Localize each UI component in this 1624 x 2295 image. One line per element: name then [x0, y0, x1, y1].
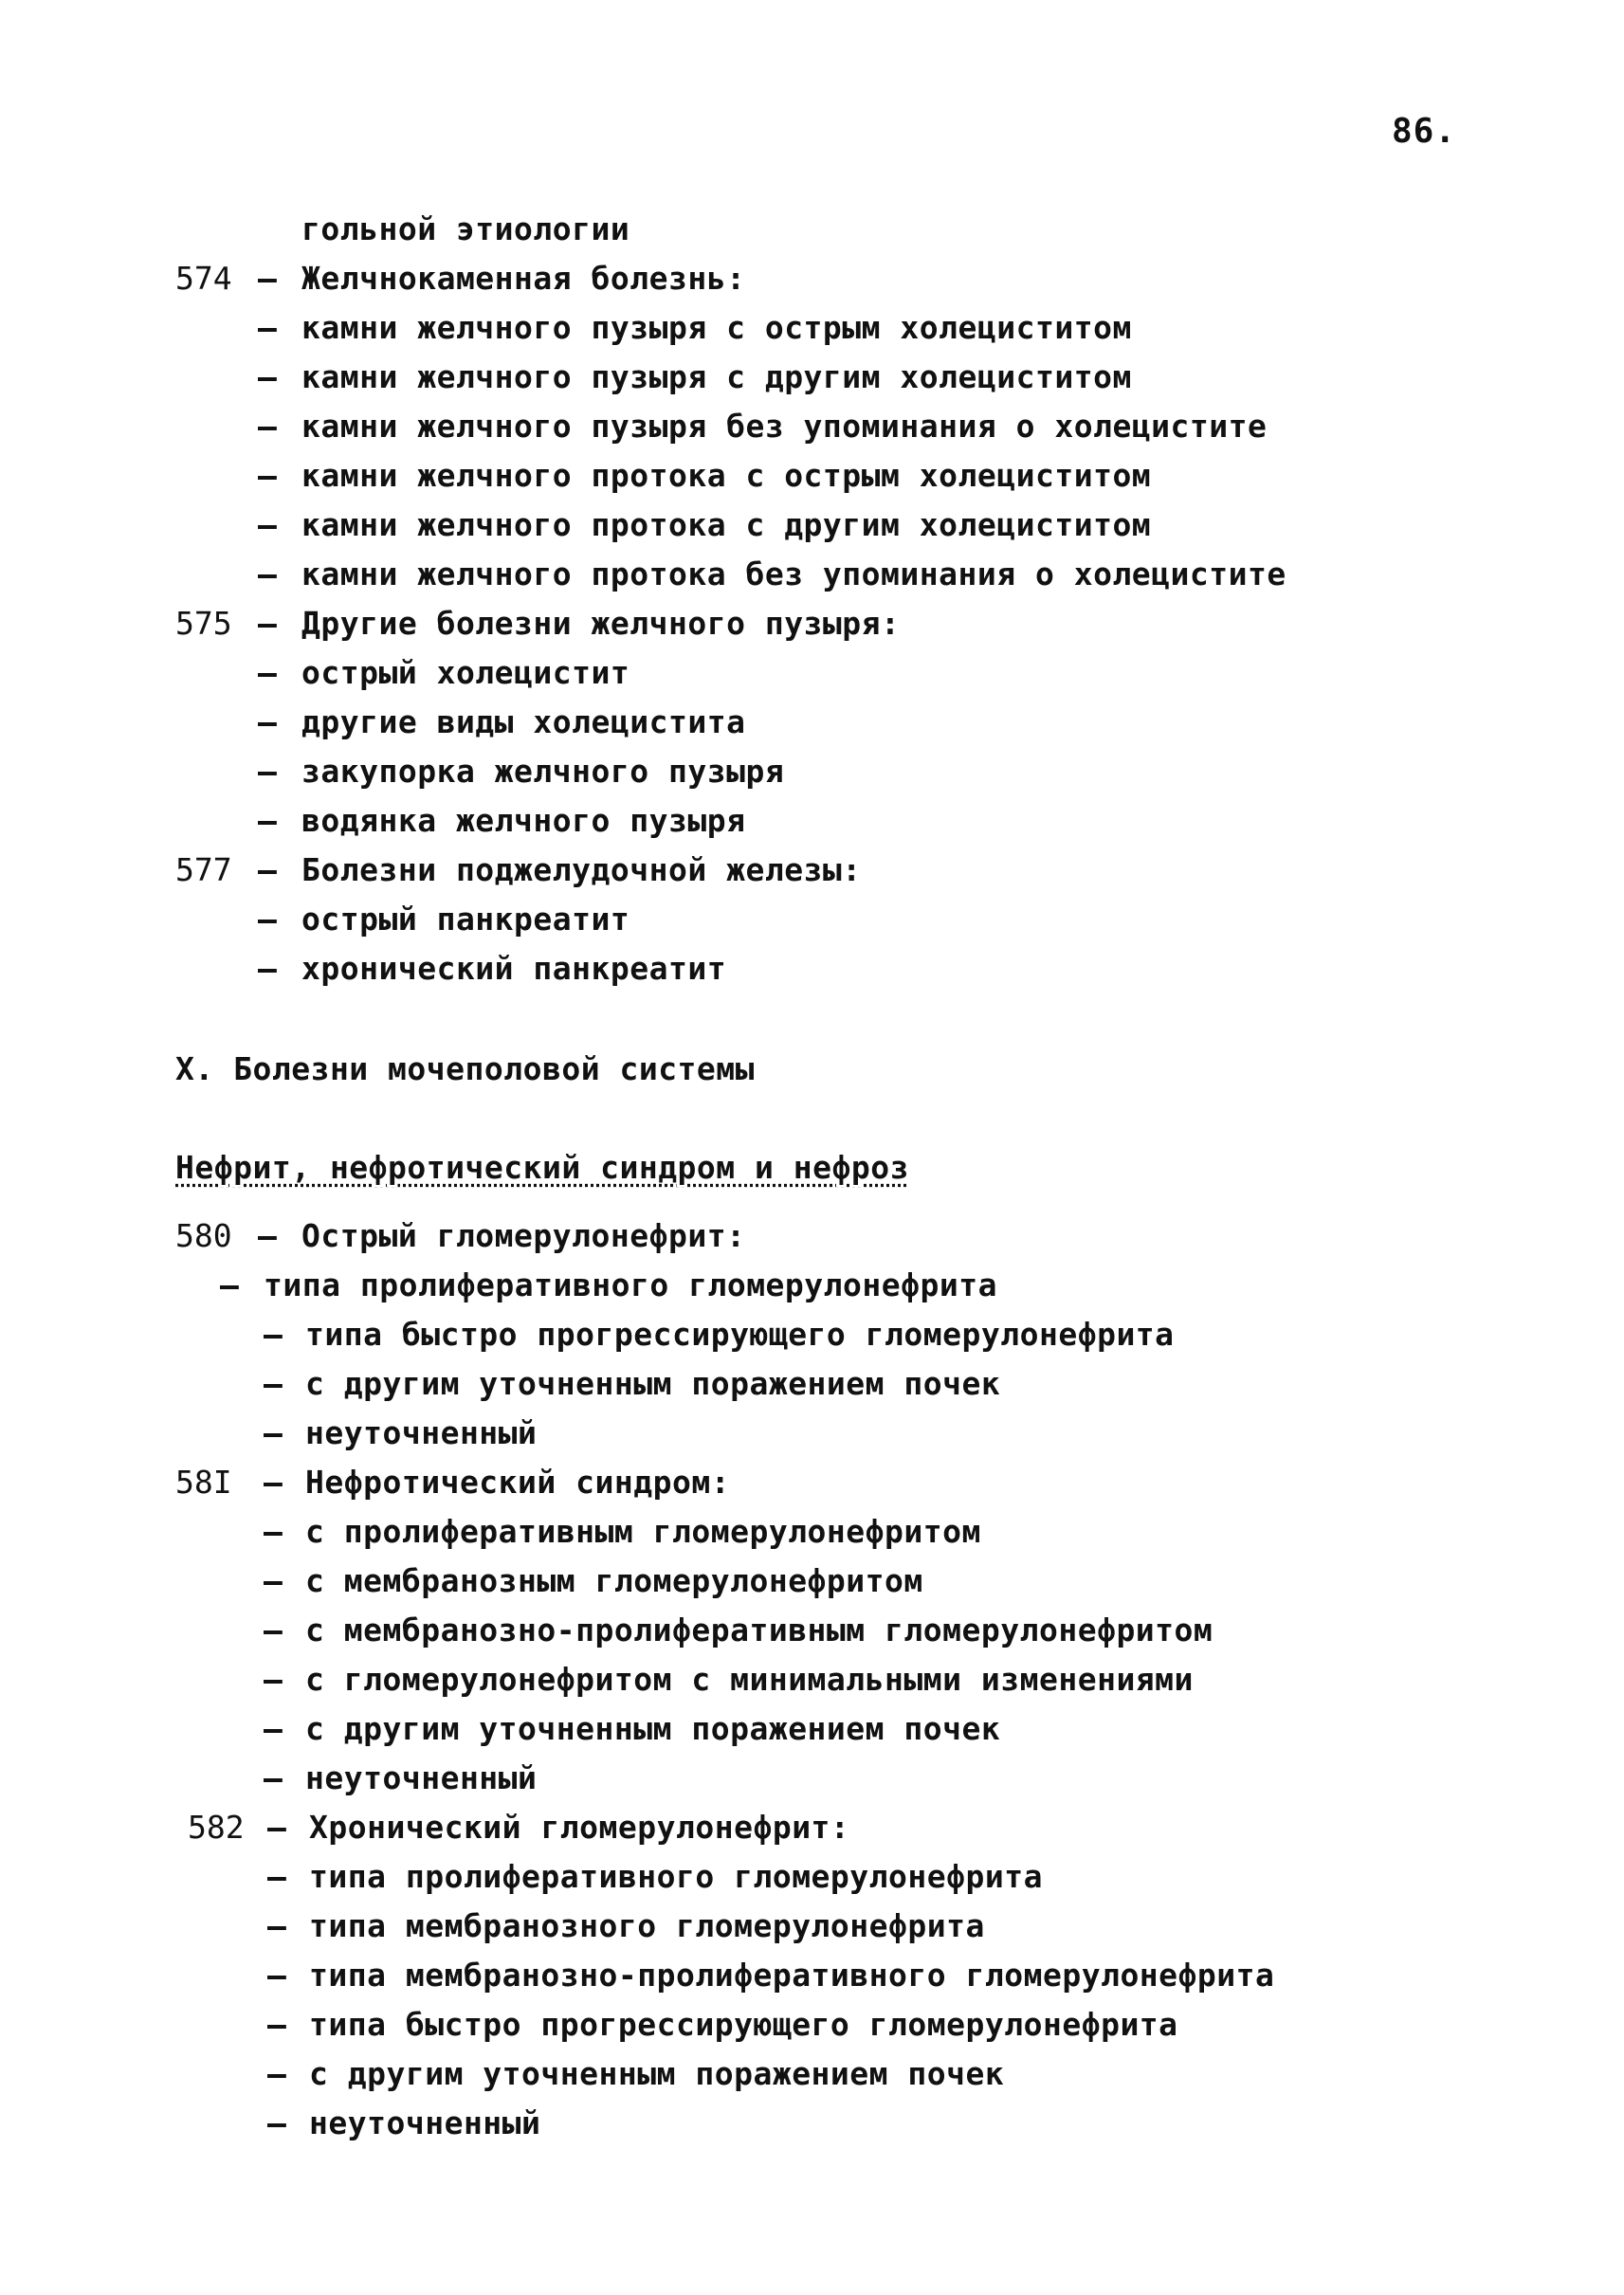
disease-code: 574 [175, 260, 232, 297]
page-number: 86. [1392, 112, 1457, 151]
dash: – [258, 1217, 277, 1254]
list-item: камни желчного протока без упоминания о холецистите [301, 556, 1286, 592]
category-title: Острый гломерулонефрит: [301, 1217, 746, 1254]
list-item: хронический панкреатит [301, 950, 727, 987]
dash: – [264, 1562, 283, 1599]
list-item: неуточненный [305, 1414, 538, 1451]
list-item: типа быстро прогрессирующего гломерулонефрита [309, 2006, 1178, 2043]
list-item: камни желчного пузыря без упоминания о холецистите [301, 408, 1268, 445]
list-item: типа мембранозного гломерулонефрита [309, 1907, 985, 1944]
dash: – [267, 2104, 286, 2141]
dash: – [258, 802, 277, 839]
list-item: водянка желчного пузыря [301, 802, 746, 839]
category-title: Нефротический синдром: [305, 1464, 731, 1501]
dash: – [258, 358, 277, 395]
dash: – [264, 1365, 283, 1402]
list-item: острый холецистит [301, 654, 630, 691]
list-item: острый панкреатит [301, 901, 630, 938]
category-title: Хронический гломерулонефрит: [309, 1809, 850, 1846]
disease-code: 58I [175, 1464, 232, 1501]
list-item: типа быстро прогрессирующего гломерулонефрита [305, 1316, 1175, 1353]
list-item: с другим уточненным поражением почек [305, 1365, 1001, 1402]
list-item: с пролиферативным гломерулонефритом [305, 1513, 981, 1550]
list-item: с другим уточненным поражением почек [309, 2055, 1005, 2092]
dash: – [258, 901, 277, 938]
list-item: неуточненный [309, 2104, 541, 2141]
dash: – [264, 1661, 283, 1698]
dash: – [258, 753, 277, 790]
dash: – [258, 703, 277, 740]
category-title: Болезни поджелудочной железы: [301, 851, 862, 888]
dash: – [267, 1957, 286, 1994]
dash: – [267, 2055, 286, 2092]
category-title: Желчнокаменная болезнь: [301, 260, 746, 297]
disease-code: 577 [175, 851, 232, 888]
dash: – [267, 1858, 286, 1895]
dash: – [264, 1612, 283, 1648]
list-item: с другим уточненным поражением почек [305, 1710, 1001, 1747]
list-item: камни желчного протока с острым холециститом [301, 457, 1152, 494]
list-item: типа пролиферативного гломерулонефрита [309, 1858, 1043, 1895]
dash: – [258, 457, 277, 494]
dash: – [264, 1759, 283, 1796]
list-item: камни желчного пузыря с другим холециститом [301, 358, 1132, 395]
dash: – [220, 1266, 239, 1303]
dash: – [264, 1464, 283, 1501]
list-item: с гломерулонефритом с минимальными изменениями [305, 1661, 1194, 1698]
list-item: камни желчного протока с другим холециститом [301, 506, 1152, 543]
disease-code: 580 [175, 1217, 232, 1254]
dash: – [258, 260, 277, 297]
dash: – [258, 556, 277, 592]
subsection-heading: Нефрит, нефротический синдром и нефроз [175, 1149, 909, 1186]
list-item: неуточненный [305, 1759, 538, 1796]
dash: – [267, 1907, 286, 1944]
disease-code: 582 [188, 1809, 245, 1846]
list-item: типа мембранозно-пролиферативного гломерулонефрита [309, 1957, 1275, 1994]
list-item: закупорка желчного пузыря [301, 753, 785, 790]
dash: – [258, 950, 277, 987]
dash: – [258, 309, 277, 346]
list-item: другие виды холецистита [301, 703, 746, 740]
dash: – [258, 408, 277, 445]
disease-code: 575 [175, 605, 232, 642]
dash: – [267, 2006, 286, 2043]
dash: – [267, 1809, 286, 1846]
list-item: типа пролиферативного гломерулонефрита [264, 1266, 997, 1303]
list-item: гольной этиологии [301, 210, 630, 247]
dash: – [264, 1710, 283, 1747]
list-item: камни желчного пузыря с острым холециститом [301, 309, 1132, 346]
dash: – [258, 506, 277, 543]
section-heading: X. Болезни мочеполовой системы [175, 1050, 756, 1087]
list-item: с мембранозно-пролиферативным гломерулонефритом [305, 1612, 1213, 1648]
dash: – [264, 1316, 283, 1353]
dash: – [258, 605, 277, 642]
dash: – [258, 654, 277, 691]
dash: – [264, 1513, 283, 1550]
dash: – [258, 851, 277, 888]
dash: – [264, 1414, 283, 1451]
category-title: Другие болезни желчного пузыря: [301, 605, 901, 642]
list-item: с мембранозным гломерулонефритом [305, 1562, 923, 1599]
